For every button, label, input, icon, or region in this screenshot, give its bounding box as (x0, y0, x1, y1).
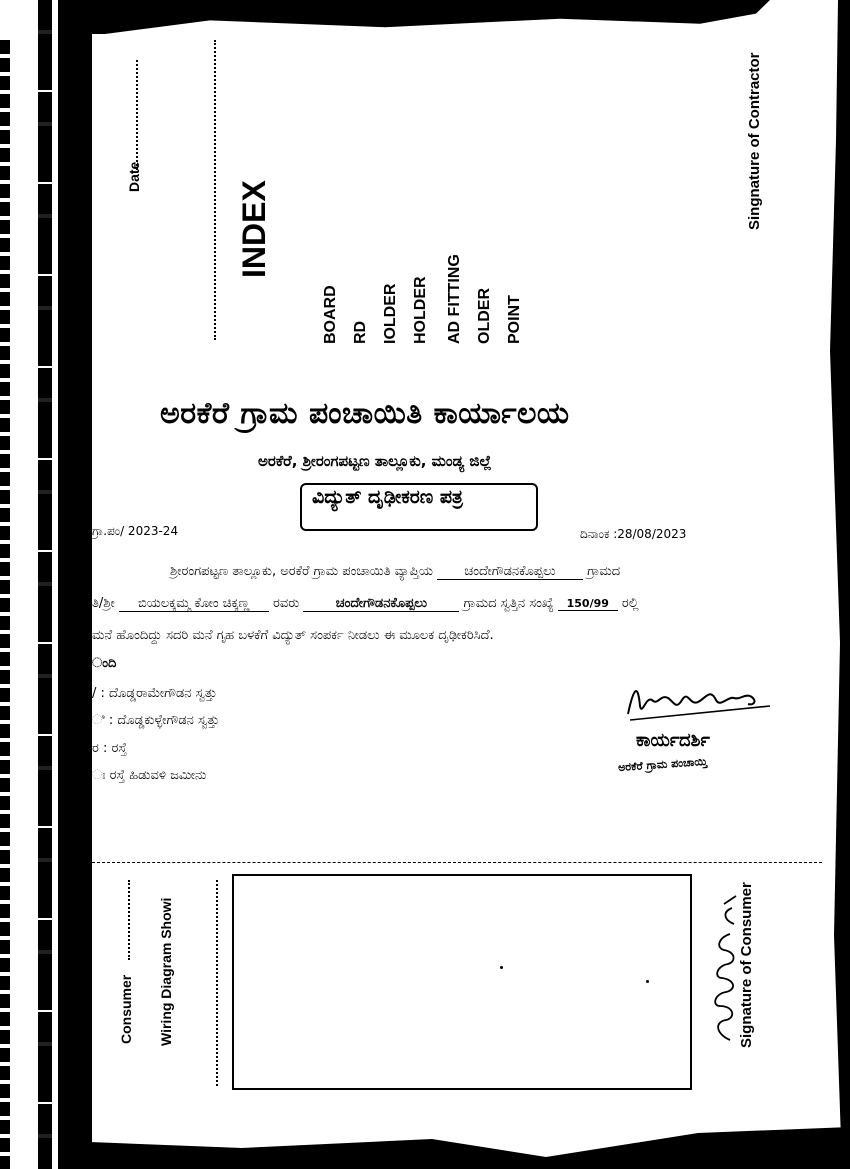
scan-shadow-left-mid (38, 0, 52, 1169)
scan-shadow-right (810, 0, 850, 1169)
line2-village: ಚಂದೇಗೌಡನಕೊಪ್ಪಲು (303, 596, 459, 612)
line2-text: ಗ್ರಾಮದ ಸ್ವತ್ತಿನ ಸಂಖ್ಯೆ (463, 596, 554, 611)
line2-suffix: ರಲ್ಲಿ (621, 596, 639, 611)
line2-mid: ರವರು (273, 596, 300, 611)
index-item: RD (352, 320, 369, 344)
scan-shadow-left (58, 0, 92, 1169)
index-item: HOLDER (412, 276, 429, 344)
scan-shadow-top (70, 0, 770, 34)
secretary-signature (624, 676, 772, 726)
consumer-dotted-line (128, 880, 130, 960)
index-item: IOLDER (382, 283, 399, 344)
index-item: OLDER (476, 288, 493, 344)
boundaries-label: ಂದಿ (92, 656, 117, 671)
body-line-2 (92, 596, 639, 612)
boundary-south: ಃ ರಸ್ತೆ ಹಿಡುವಳಿ ಜಮೀನು (92, 768, 207, 783)
property-number: 150/99 (558, 597, 618, 611)
speck (646, 980, 649, 983)
office-seal: ಅರಕೆರೆ ಗ್ರಾಮ ಪಂಚಾಯ್ತಿ (617, 754, 708, 775)
line1-prefix: ಶ್ರೀರಂಗಪಟ್ಟಣ ತಾಲ್ಲೂಕು, ಅರಕೆರೆ ಗ್ರಾಮ ಪಂಚಾಯಿತಿ ವ್ಯಾಪ್ತಿಯ (170, 564, 433, 579)
line2-name: ಬಿಯಲಕ್ಕಮ್ಮ ಕೋಂ ಚಿಕ್ಕಣ್ಣ (119, 596, 269, 612)
scan-shadow-left-outer (0, 40, 10, 1169)
index-item: AD FITTING (446, 254, 463, 344)
contractor-signature-label: Singnature of Contractor (746, 52, 763, 230)
consumer-signature-label: Signature of Consumer (738, 882, 755, 1048)
wiring-dotted-line (216, 880, 218, 1086)
line2-prefix: ತಿ/ಶ್ರೀ (92, 596, 115, 611)
office-title: ಅರಕೆರೆ ಗ್ರಾಮ ಪಂಚಾಯಿತಿ ಕಾರ್ಯಾಲಯ (160, 396, 570, 431)
office-address: ಅರಕೆರೆ, ಶ್ರೀರಂಗಪಟ್ಟಣ ತಾಲ್ಲೂಕು, ಮಂಡ್ಯ ಜಿಲ್ಲೆ (258, 452, 492, 470)
section-divider (92, 862, 822, 863)
body-line-1 (170, 564, 620, 580)
boundary-north: ರ : ರಸ್ತೆ (92, 741, 127, 756)
reference-number: ಗ್ರಾ.ಪಂ/ 2023-24 (92, 524, 179, 538)
body-line-3: ಮನೆ ಹೊಂದಿದ್ದು ಸದರಿ ಮನೆ ಗೃಹ ಬಳಕೆಗೆ ವಿದ್ಯುತ್ ಸಂಪರ್ಕ ನೀಡಲು ಈ ಮೂಲಕ ದೃಢೀಕರಿಸಿದೆ. (92, 628, 494, 643)
wiring-diagram-label: Wiring Diagram Showi (158, 897, 174, 1046)
index-item: POINT (506, 295, 523, 344)
scan-shadow-bottom (90, 1109, 850, 1169)
line1-village: ಚಂದೇಗೌಡನಕೊಪ್ಪಲು (437, 564, 583, 580)
certificate-date: ದಿನಾಂಕ :28/08/2023 (580, 527, 687, 541)
line1-suffix: ಗ್ರಾಮದ (587, 564, 621, 579)
wiring-diagram-box (232, 874, 692, 1090)
index-dotted-line (214, 40, 216, 340)
speck (500, 966, 503, 969)
boundary-east: / : ದೊಡ್ಡರಾಮೇಗೌಡನ ಸ್ವತ್ತು (92, 686, 217, 701)
boundary-west: ಿ : ದೊಡ್ಡಕುಳ್ಳೇಗೌಡನ ಸ್ವತ್ತು (92, 713, 220, 728)
index-item: BOARD (322, 285, 339, 344)
date-dotted-line (136, 60, 138, 170)
date-label: Date (126, 161, 142, 192)
index-title: INDEX (236, 180, 272, 278)
consumer-signature (706, 894, 742, 1044)
consumer-label: Consumer (118, 974, 134, 1044)
certificate-title: ವಿದ್ಯುತ್ ದೃಢೀಕರಣ ಪತ್ರ (312, 486, 463, 508)
secretary-designation: ಕಾರ್ಯದರ್ಶಿ (636, 730, 710, 751)
